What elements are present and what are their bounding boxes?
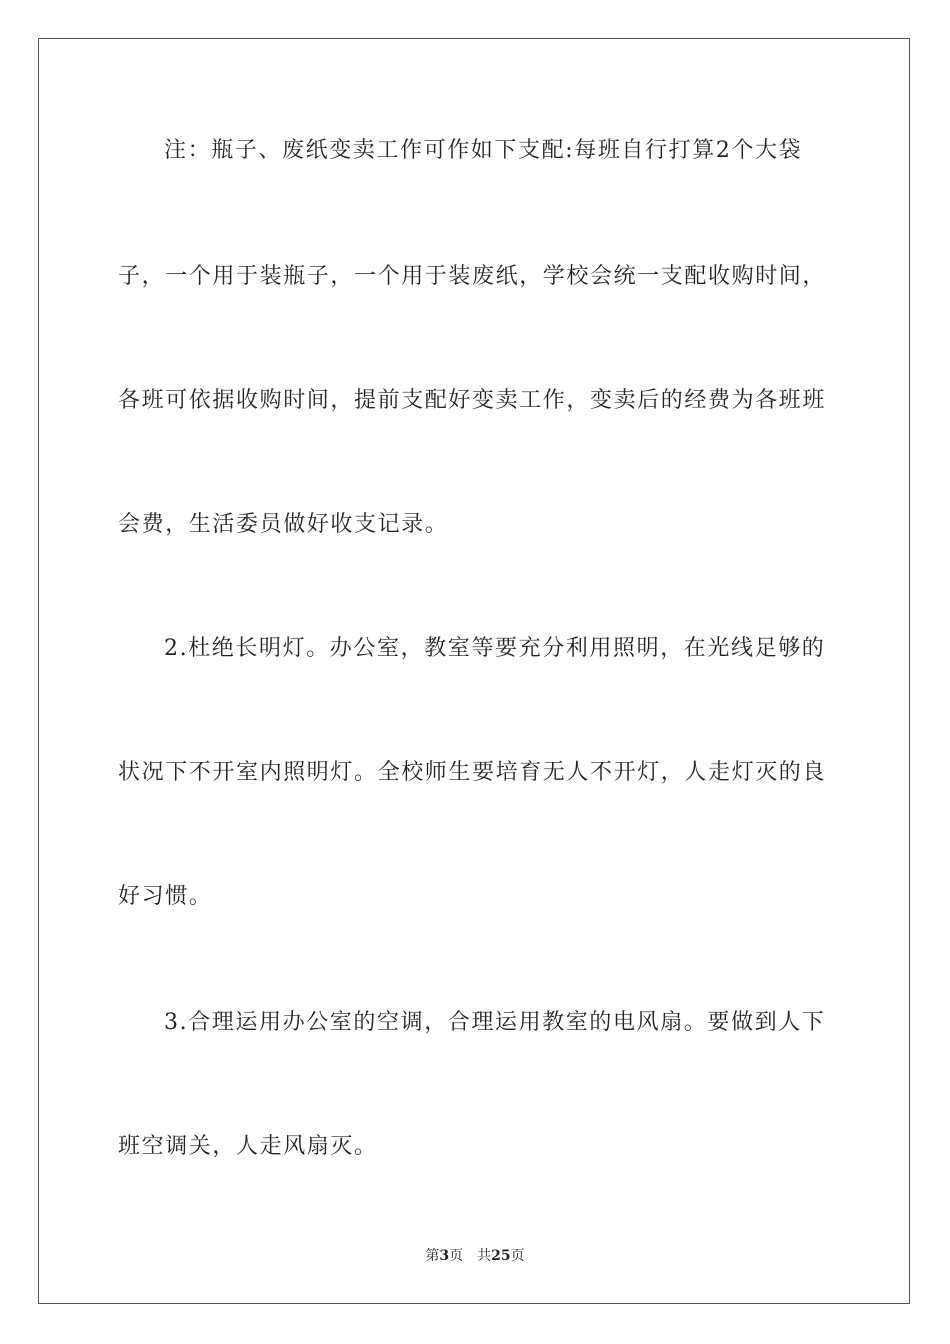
- total-prefix: 共: [477, 1248, 492, 1264]
- paragraph-3-line-1: 3.合理运用办公室的空调，合理运用教室的电风扇。要做到人下: [164, 1010, 826, 1035]
- paragraph-2-line-3: 好习惯。: [118, 884, 213, 909]
- paragraph-1-line-1: 注：瓶子、废纸变卖工作可作如下支配:每班自行打算2个大袋: [164, 138, 803, 163]
- paragraph-1-line-4: 会费，生活委员做好收支记录。: [118, 512, 449, 537]
- paragraph-1-line-3: 各班可依据收购时间，提前支配好变卖工作，变卖后的经费为各班班: [118, 388, 827, 413]
- paragraph-3-line-2: 班空调关，人走风扇灭。: [118, 1134, 378, 1159]
- page-border: [38, 38, 910, 1304]
- total-suffix: 页: [510, 1248, 525, 1264]
- paragraph-2-line-1: 2.杜绝长明灯。办公室，教室等要充分利用照明，在光线足够的: [164, 636, 826, 661]
- page-suffix: 页: [449, 1248, 464, 1264]
- page-prefix: 第: [425, 1248, 440, 1264]
- page-number: 3: [439, 1248, 450, 1264]
- total-pages: 25: [491, 1248, 511, 1264]
- page-footer: [0, 1246, 950, 1266]
- paragraph-2-line-2: 状况下不开室内照明灯。全校师生要培育无人不开灯，人走灯灭的良: [118, 760, 827, 785]
- paragraph-1-line-2: 子，一个用于装瓶子，一个用于装废纸，学校会统一支配收购时间，: [118, 264, 827, 289]
